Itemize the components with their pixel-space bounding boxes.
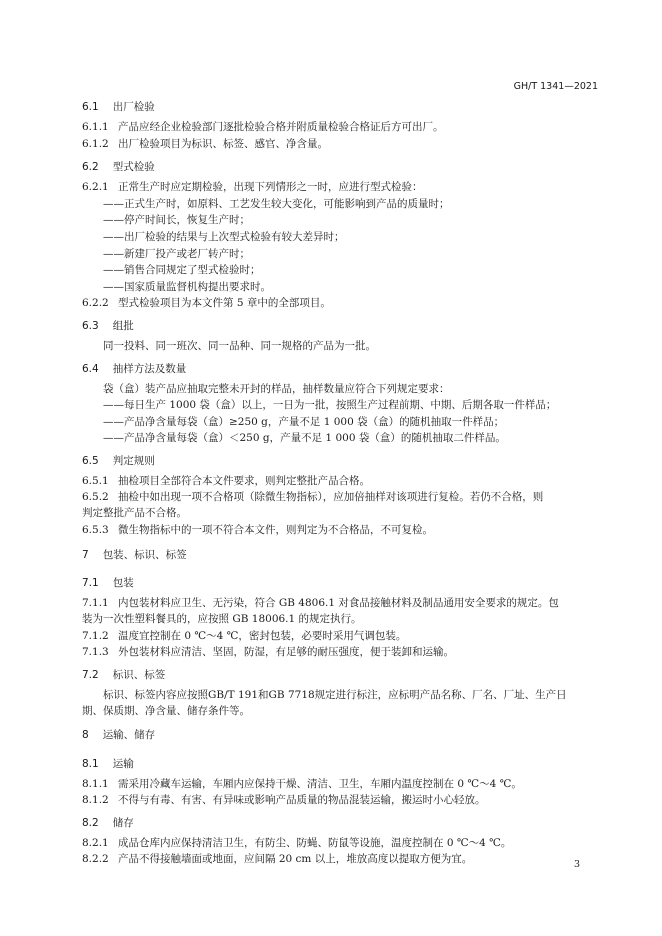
clause-number: 8.1.1 (82, 778, 109, 790)
standard-number: GH/T 1341—2021 (513, 81, 598, 92)
paragraph-line (82, 524, 433, 537)
section-heading (82, 758, 134, 771)
section-number: 7 (82, 549, 89, 561)
line-text: ——国家质量监督机构提出要求时。 (103, 281, 271, 293)
paragraph-line (82, 475, 370, 488)
paragraph-line (103, 264, 261, 277)
clause-number: 6.5.1 (82, 475, 109, 487)
clause-number: 7.1.3 (82, 646, 109, 658)
line-text: ——每日生产 1000 袋（盒）以上，一日为一批，按照生产过程前期、中期、后期各取一件样品； (103, 399, 557, 411)
clause-number: 6.1.2 (82, 138, 109, 150)
section-number: 8.2 (82, 817, 99, 829)
section-heading (82, 577, 134, 590)
paragraph-line (82, 646, 454, 659)
section-title: 包装、标识、标签 (102, 549, 187, 561)
line-text: 期、保质期、净含量、储存条件等。 (82, 705, 250, 717)
paragraph-line (82, 297, 331, 310)
paragraph-line (103, 399, 556, 412)
line-text: 需采用冷藏车运输，车厢内应保持干燥、清洁、卫生，车厢内温度控制在 0 ℃～4 ℃。 (118, 778, 522, 790)
paragraph-line (103, 432, 506, 445)
section-number: 8 (82, 729, 89, 741)
section-title: 储存 (112, 817, 134, 829)
paragraph-line (103, 416, 504, 429)
paragraph-line (103, 231, 345, 244)
paragraph-line (82, 778, 522, 791)
paragraph-line (103, 340, 376, 353)
section-heading (82, 817, 134, 830)
clause-number: 8.2.1 (82, 837, 109, 849)
clause-number: 8.2.2 (82, 853, 109, 865)
section-title: 出厂检验 (112, 101, 155, 113)
line-text: 抽检中如出现一项不合格项（除微生物指标），应加倍抽样对该项进行复检。若仍不合格，则 (118, 491, 544, 503)
paragraph-line (82, 597, 559, 610)
clause-number: 8.1.2 (82, 794, 109, 806)
page-number: 3 (573, 859, 580, 870)
section-title: 包装 (112, 577, 134, 589)
section-title: 型式检验 (112, 161, 155, 173)
clause-number: 6.2.1 (82, 181, 109, 193)
clause-number: 6.5.3 (82, 524, 109, 536)
section-heading (82, 455, 155, 468)
line-text: 外包装材料应清洁、坚固，防湿，有足够的耐压强度，便于装卸和运输。 (118, 646, 454, 658)
section-title: 标识、标签 (112, 669, 166, 681)
line-text: ——销售合同规定了型式检验时； (103, 264, 261, 276)
section-number: 6.2 (82, 161, 99, 173)
section-number: 6.5 (82, 455, 99, 467)
section-title: 抽样方法及数量 (112, 363, 187, 375)
line-text: 产品应经企业检验部门逐批检验合格并附质量检验合格证后方可出厂。 (118, 121, 444, 133)
paragraph-line (82, 121, 444, 134)
paragraph-line (103, 248, 250, 261)
paragraph-line (103, 214, 250, 227)
section-heading (82, 320, 134, 333)
line-text: 判定整批产品不合格。 (82, 507, 187, 519)
line-text: 抽检项目全部符合本文件要求，则判定整批产品合格。 (118, 475, 370, 487)
paragraph-line (82, 630, 406, 643)
section-number: 6.1 (82, 101, 99, 113)
section-number: 6.4 (82, 363, 99, 375)
paragraph-line (82, 794, 486, 807)
line-text: 同一投料、同一班次、同一品种、同一规格的产品为一批。 (103, 340, 376, 352)
paragraph-line (103, 281, 271, 294)
section-heading (82, 669, 165, 682)
line-text: ——产品净含量每袋（盒）≥250 g，产量不足 1 000 袋（盒）的随机抽取一件样品； (103, 416, 505, 428)
section-heading (82, 101, 155, 114)
line-text: 微生物指标中的一项不符合本文件，则判定为不合格品，不可复检。 (118, 524, 433, 536)
section-title: 判定规则 (112, 455, 155, 467)
section-number: 8.1 (82, 758, 99, 770)
paragraph-line (82, 837, 511, 850)
section-number: 7.2 (82, 669, 99, 681)
paragraph-line (103, 198, 450, 211)
line-text: ——正式生产时，如原料、工艺发生较大变化，可能影响到产品的质量时； (103, 198, 450, 210)
clause-number: 6.1.1 (82, 121, 109, 133)
line-text: 型式检验项目为本文件第 5 章中的全部项目。 (118, 297, 331, 309)
paragraph-line (82, 705, 250, 718)
section-title: 运输、储存 (102, 729, 156, 741)
paragraph-line (82, 853, 472, 866)
paragraph-line (103, 689, 567, 702)
line-text: 出厂检验项目为标识、标签、感官、净含量。 (118, 138, 328, 150)
line-text: ——产品净含量每袋（盒）＜250 g，产量不足 1 000 袋（盒）的随机抽取二件样品。 (103, 432, 506, 444)
line-text: 温度宜控制在 0 ℃～4 ℃，密封包装，必要时采用气调包装。 (118, 630, 407, 642)
clause-number: 6.2.2 (82, 297, 109, 309)
section-heading (82, 161, 155, 174)
paragraph-line (82, 181, 423, 194)
line-text: 内包装材料应卫生、无污染，符合 GB 4806.1 对食品接触材料及制品通用安全要求的规定。包 (118, 597, 559, 609)
section-heading (82, 549, 187, 562)
line-text: 袋（盒）装产品应抽取完整未开封的样品，抽样数量应符合下列规定要求： (103, 383, 450, 395)
line-text: 产品不得接触墙面或地面，应间隔 20 cm 以上，堆放高度以提取方便为宜。 (118, 853, 473, 865)
clause-number: 7.1.2 (82, 630, 109, 642)
section-number: 7.1 (82, 577, 99, 589)
line-text: ——新建厂投产或老厂转产时； (103, 248, 250, 260)
paragraph-line (82, 507, 187, 520)
line-text: 不得与有毒、有害、有异味或影响产品质量的物品混装运输，搬运时小心轻放。 (118, 794, 486, 806)
clause-number: 6.5.2 (82, 491, 109, 503)
section-heading (82, 363, 186, 376)
section-heading (82, 729, 155, 742)
paragraph-line (82, 491, 543, 504)
line-text: ——停产时间长，恢复生产时； (103, 214, 250, 226)
paragraph-line (103, 383, 450, 396)
section-title: 组批 (112, 320, 134, 332)
paragraph-line (82, 613, 362, 626)
paragraph-line (82, 138, 328, 151)
line-text: ——出厂检验的结果与上次型式检验有较大差异时； (103, 231, 345, 243)
section-title: 运输 (112, 758, 134, 770)
line-text: 成品仓库内应保持清洁卫生，有防尘、防蝇、防鼠等设施，温度控制在 0 ℃～4 ℃。 (118, 837, 512, 849)
line-text: 装为一次性塑料餐具的，应按照 GB 18006.1 的规定执行。 (82, 613, 362, 625)
line-text: 标识、标签内容应按照GB/T 191和GB 7718规定进行标注，应标明产品名称、厂名、厂址、生产日 (103, 689, 567, 701)
clause-number: 7.1.1 (82, 597, 109, 609)
section-number: 6.3 (82, 320, 99, 332)
line-text: 正常生产时应定期检验，出现下列情形之一时，应进行型式检验： (118, 181, 423, 193)
